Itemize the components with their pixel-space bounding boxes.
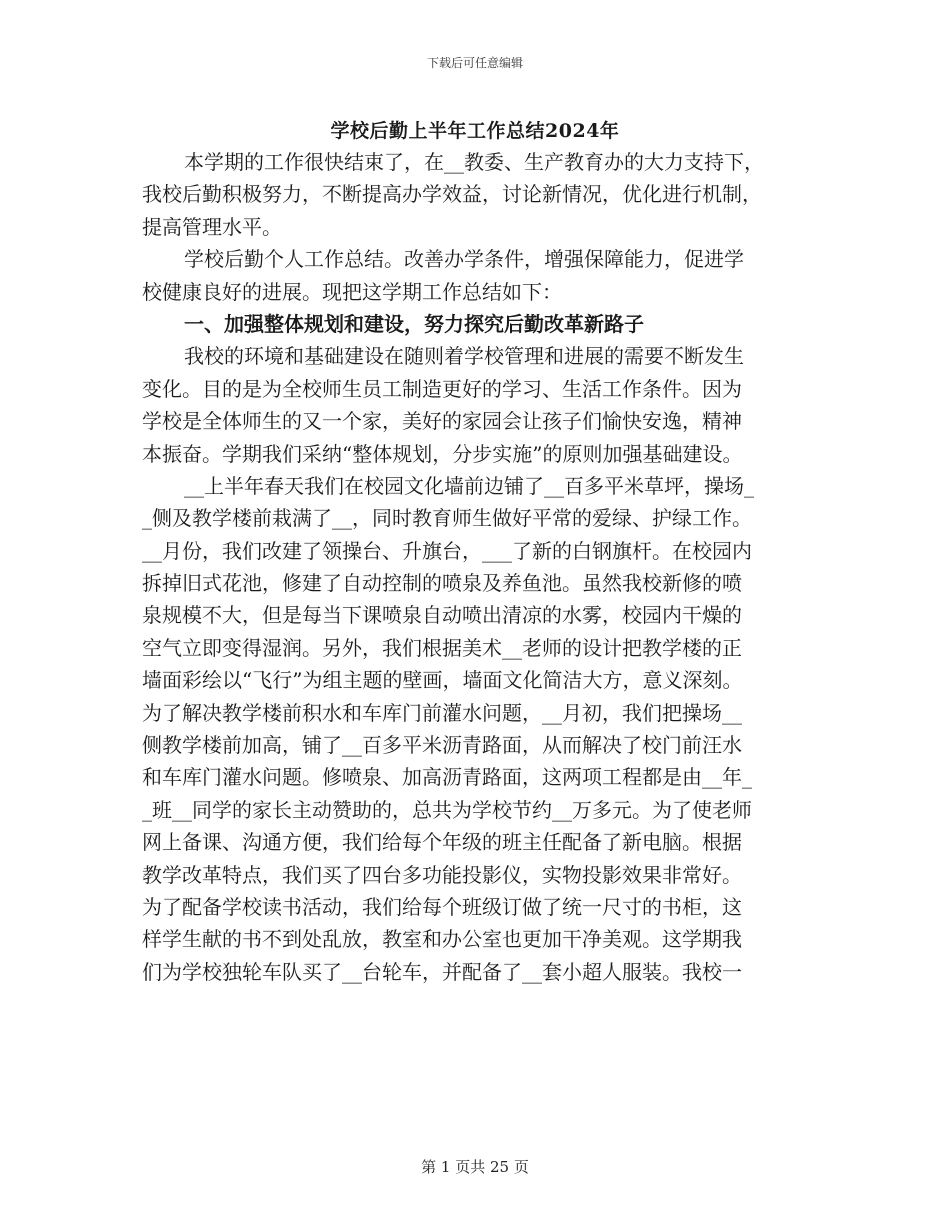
body-line: 和车库门灌水问题。修喷泉、加高沥青路面，这两项工程都是由__年_ — [142, 765, 752, 790]
body-line: 侧教学楼前加高，铺了__百多平米沥青路面，从而解决了校门前汪水 — [142, 733, 742, 758]
header-note: 下载后可任意编辑 — [426, 56, 523, 70]
body-line: 校健康良好的进展。现把这学期工作总结如下： — [142, 279, 562, 304]
body-line: 我校后勤积极努力，不断提高办学效益，讨论新情况，优化进行机制， — [142, 182, 762, 207]
body-line: 样学生献的书不到处乱放，教室和办公室也更加干净美观。这学期我 — [142, 927, 742, 952]
body-line: 我校的环境和基础建设在随则着学校管理和进展的需要不断发生 — [184, 344, 744, 369]
body-line: 学校是全体师生的又一个家，美好的家园会让孩子们愉快安逸，精神 — [142, 409, 742, 434]
body-line: 泉规模不大，但是每当下课喷泉自动喷出清凉的水雾，校园内干燥的 — [142, 603, 742, 628]
body-line: 们为学校独轮车队买了__台轮车，并配备了__套小超人服装。我校一 — [142, 959, 742, 984]
document-title: 学校后勤上半年工作总结2024年 — [330, 120, 620, 142]
document-body — [142, 146, 812, 988]
body-line: 为了解决教学楼前积水和车库门前灌水问题，__月初，我们把操场__ — [142, 700, 742, 725]
body-line: 本学期的工作很快结束了，在__教委、生产教育办的大力支持下， — [184, 150, 764, 174]
body-line: 本振奋。学期我们采纳“整体规划，分步实施”的原则加强基础建设。 — [142, 441, 743, 466]
body-line: 学校后勤个人工作总结。改善办学条件，增强保障能力，促进学 — [184, 247, 744, 272]
body-line: 拆掉旧式花池，修建了自动控制的喷泉及养鱼池。虽然我校新修的喷 — [142, 571, 742, 596]
body-line: _班__同学的家长主动赞助的，总共为学校节约__万多元。为了使老师 — [142, 797, 752, 822]
section-heading: 一、加强整体规划和建设，努力探究后勤改革新路子 — [184, 311, 644, 336]
body-line: __上半年春天我们在校园文化墙前边铺了__百多平米草坪，操场_ — [184, 473, 754, 498]
body-line: _侧及教学楼前栽满了__，同时教育师生做好平常的爱绿、护绿工作。 — [142, 506, 752, 531]
body-line: 为了配备学校读书活动，我们给每个班级订做了统一尺寸的书柜，这 — [142, 894, 742, 919]
body-line: 教学改革特点，我们买了四台多功能投影仪，实物投影效果非常好。 — [142, 862, 742, 887]
body-line: 变化。目的是为全校师生员工制造更好的学习、生活工作条件。因为 — [142, 376, 742, 401]
body-line: 空气立即变得湿润。另外，我们根据美术__老师的设计把教学楼的正 — [142, 635, 742, 660]
body-line: 提高管理水平。 — [142, 214, 282, 239]
body-line: __月份，我们改建了领操台、升旗台，___了新的白钢旗杆。在校园内 — [142, 538, 752, 563]
body-line: 墙面彩绘以“飞行”为组主题的壁画，墙面文化简洁大方，意义深刻。 — [142, 668, 743, 693]
page-number: 第 1 页共 25 页 — [421, 1158, 529, 1176]
body-line: 网上备课、沟通方便，我们给每个年级的班主任配备了新电脑。根据 — [142, 830, 742, 855]
